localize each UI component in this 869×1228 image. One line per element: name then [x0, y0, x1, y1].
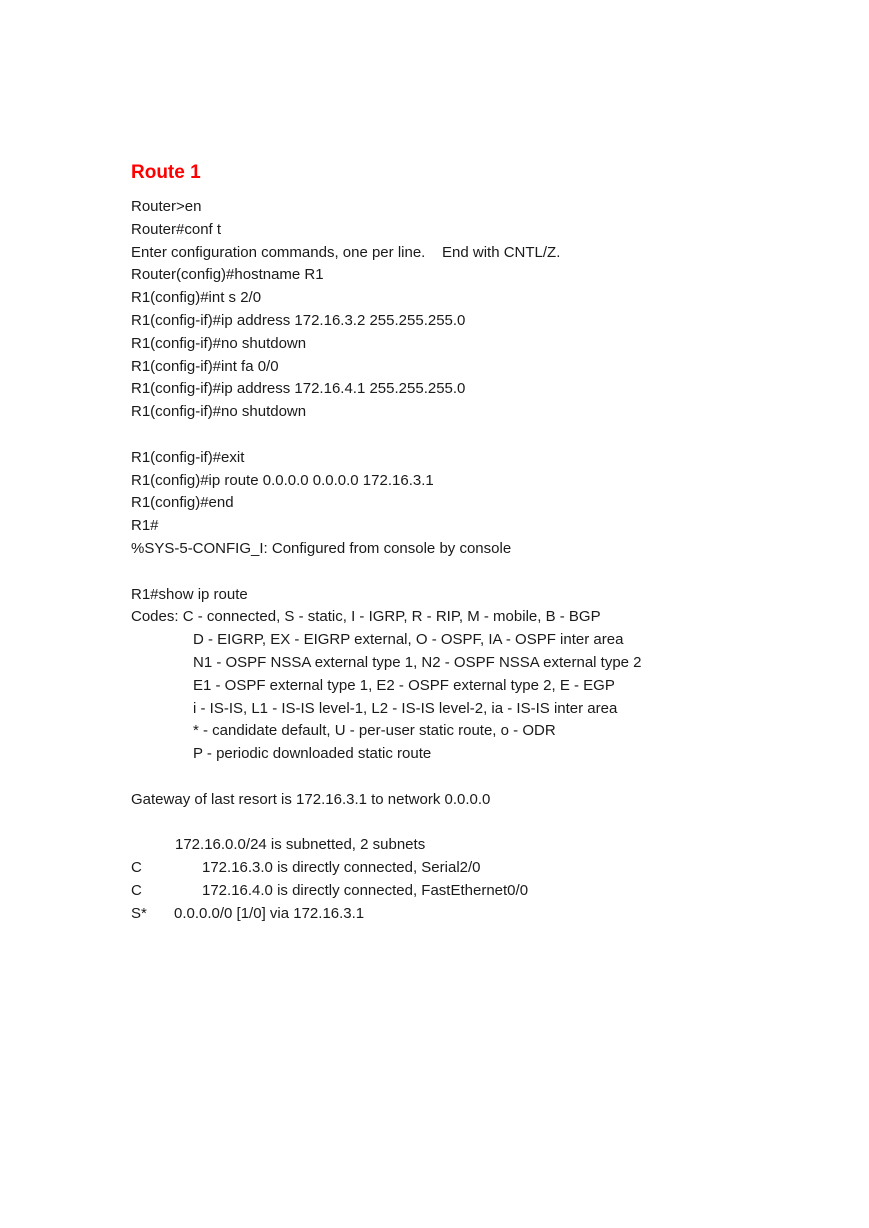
codes-line: N1 - OSPF NSSA external type 1, N2 - OSPF NSSA external type 2: [193, 653, 642, 671]
config-line: Router#conf t: [131, 220, 222, 238]
route-text: 172.16.3.0 is directly connected, Serial2/0: [202, 859, 481, 877]
route-text: 0.0.0.0/0 [1/0] via 172.16.3.1: [174, 904, 365, 922]
route-text: 172.16.4.0 is directly connected, FastEthernet0/0: [202, 881, 529, 899]
codes-line: * - candidate default, U - per-user static route, o - ODR: [193, 722, 556, 740]
gateway-line: Gateway of last resort is 172.16.3.1 to network 0.0.0.0: [131, 790, 491, 808]
config-line: R1(config)#int s 2/0: [131, 289, 262, 307]
config-line: R1(config-if)#ip address 172.16.4.1 255.255.255.0: [131, 380, 466, 398]
route-code: C: [131, 859, 142, 877]
exit-line: R1#: [131, 517, 159, 535]
document-page: [131, 160, 771, 926]
exit-line: R1(config)#end: [131, 494, 234, 512]
document-title: Route 1: [131, 162, 201, 183]
subnet-header: 172.16.0.0/24 is subnetted, 2 subnets: [175, 836, 426, 854]
route-row: [131, 857, 771, 880]
route-code: C: [131, 881, 142, 899]
config-line: Enter configuration commands, one per line. End with CNTL/Z.: [131, 243, 561, 261]
codes-line: Codes: C - connected, S - static, I - IGRP, R - RIP, M - mobile, B - BGP: [131, 608, 601, 626]
codes-line: P - periodic downloaded static route: [193, 745, 432, 763]
config-line: R1(config-if)#no shutdown: [131, 403, 307, 421]
codes-line: i - IS-IS, L1 - IS-IS level-1, L2 - IS-IS level-2, ia - IS-IS inter area: [193, 699, 618, 717]
exit-block: [131, 447, 771, 561]
spacer: [131, 766, 771, 789]
config-line: Router(config)#hostname R1: [131, 266, 324, 284]
show-route-block: [131, 584, 771, 766]
codes-line: D - EIGRP, EX - EIGRP external, O - OSPF, IA - OSPF inter area: [193, 631, 624, 649]
config-line: R1(config-if)#int fa 0/0: [131, 357, 279, 375]
config-line: Router>en: [131, 198, 202, 215]
codes-line: E1 - OSPF external type 1, E2 - OSPF external type 2, E - EGP: [193, 676, 615, 694]
exit-line: %SYS-5-CONFIG_I: Configured from console by console: [131, 539, 512, 557]
route-code: S*: [131, 904, 147, 922]
spacer: [131, 812, 771, 835]
route-table: [131, 834, 771, 925]
route-row: [131, 880, 771, 903]
config-block: [131, 196, 771, 424]
spacer: [131, 424, 771, 447]
show-command: R1#show ip route: [131, 585, 248, 603]
route-row: [131, 903, 771, 926]
config-line: R1(config-if)#ip address 172.16.3.2 255.255.255.0: [131, 311, 466, 329]
config-line: R1(config-if)#no shutdown: [131, 334, 307, 352]
exit-line: R1(config-if)#exit: [131, 448, 245, 466]
exit-line: R1(config)#ip route 0.0.0.0 0.0.0.0 172.16.3.1: [131, 471, 434, 489]
spacer: [131, 561, 771, 584]
